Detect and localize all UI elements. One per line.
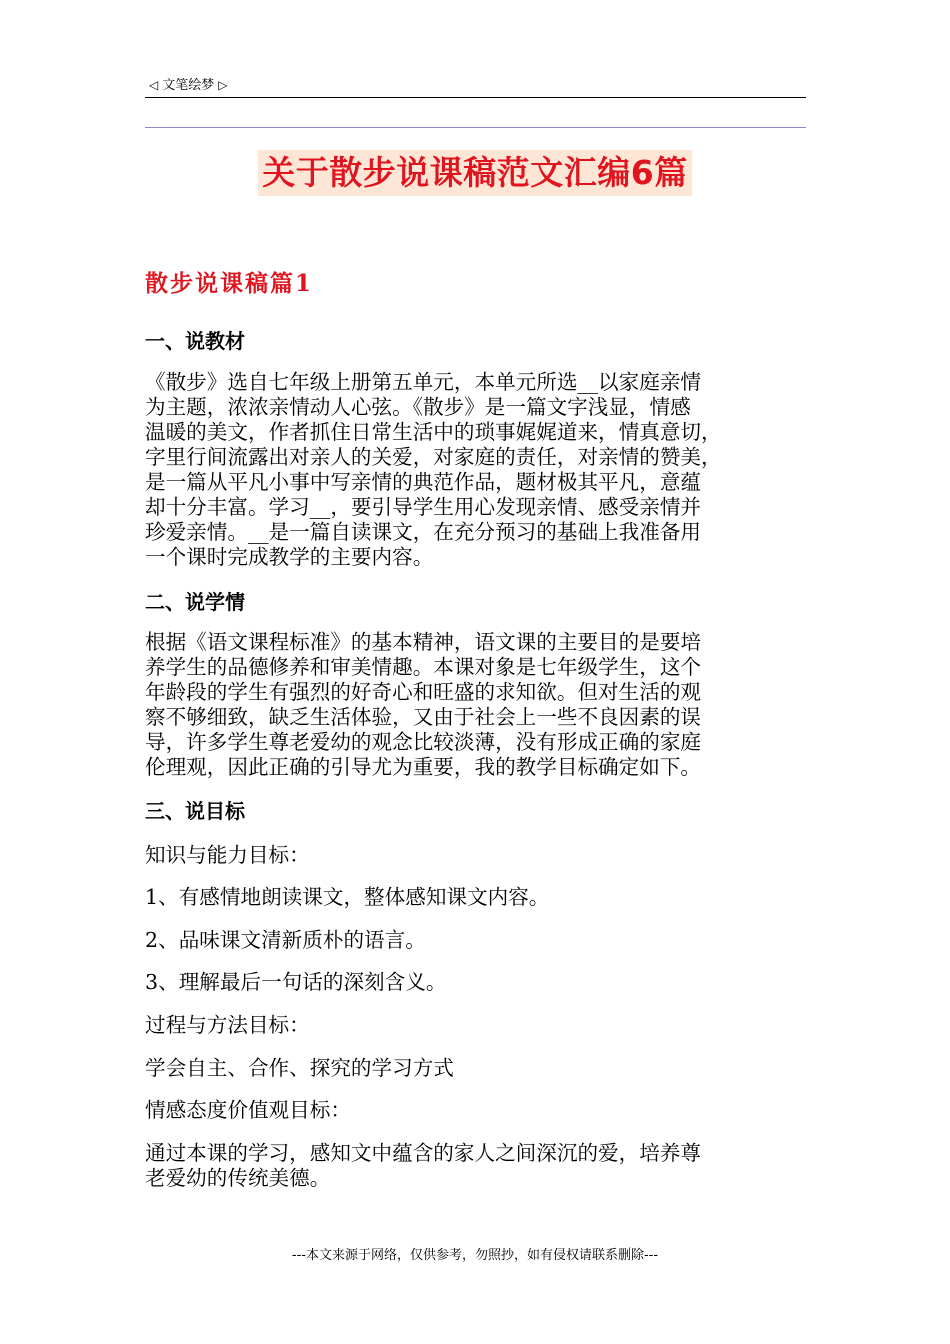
goal-emotion-label: 情感态度价值观目标： [145, 1098, 351, 1122]
goal-item-3: 3、理解最后一句话的深刻含义。 [145, 970, 447, 994]
text-line: 通过本课的学习，感知文中蕴含的家人之间深沉的爱，培养尊 [145, 1141, 702, 1165]
text-line: 为主题，浓浓亲情动人心弦。《散步》是一篇文字浅显，情感 [145, 395, 691, 419]
goal-item-2: 2、品味课文清新质朴的语言。 [145, 928, 426, 952]
text-line: 导，许多学生尊老爱幼的观念比较淡薄，没有形成正确的家庭 [145, 730, 702, 754]
text-line: 却十分丰富。学习__，要引导学生用心发现亲情、感受亲情并 [145, 495, 702, 519]
text-line: 字里行间流露出对亲人的关爱，对家庭的责任，对亲情的赞美， [145, 445, 722, 469]
text-line: 老爱幼的传统美德。 [145, 1166, 331, 1190]
brand-name: 文笔绘梦 [162, 78, 215, 93]
paragraph-teaching-material [145, 370, 808, 570]
document-title: 关于散步说课稿范文汇编6篇 [258, 150, 691, 196]
heading-student-analysis: 二、说学情 [145, 590, 245, 614]
goal-process-label: 过程与方法目标： [145, 1013, 310, 1037]
text-line: 察不够细致，缺乏生活体验，又由于社会上一些不良因素的误 [145, 705, 702, 729]
text-line: 珍爱亲情。__是一篇自读课文，在充分预习的基础上我准备用 [145, 520, 702, 544]
heading-teaching-material: 一、说教材 [145, 329, 245, 353]
page-header [145, 72, 806, 98]
section-title: 散步说课稿篇1 [145, 270, 314, 297]
header-divider [145, 97, 806, 98]
text-line: 养学生的品德修养和审美情趣。本课对象是七年级学生，这个 [145, 655, 702, 679]
text-line: 伦理观，因此正确的引导尤为重要，我的教学目标确定如下。 [145, 755, 702, 779]
text-line: 根据《语文课程标准》的基本精神，语文课的主要目的是要培 [145, 630, 702, 654]
text-line: 一个课时完成教学的主要内容。 [145, 545, 434, 569]
heading-goals: 三、说目标 [145, 799, 245, 823]
goal-item-1: 1、有感情地朗读课文，整体感知课文内容。 [145, 885, 550, 909]
text-line: 温暖的美文，作者抓住日常生活中的琐事娓娓道来，情真意切， [145, 420, 722, 444]
footer-disclaimer: ---本文来源于网络，仅供参考，勿照抄，如有侵权请联系删除--- [291, 1248, 659, 1263]
title-divider [145, 127, 806, 128]
paragraph-student-analysis [145, 630, 808, 780]
right-triangle-icon: ▷ [218, 78, 228, 92]
left-triangle-icon: ◁ [149, 78, 159, 92]
goal-process-text: 学会自主、合作、探究的学习方式 [145, 1056, 454, 1080]
header-brand [145, 77, 231, 94]
goal-knowledge-label: 知识与能力目标： [145, 843, 310, 867]
text-line: 年龄段的学生有强烈的好奇心和旺盛的求知欲。但对生活的观 [145, 680, 702, 704]
text-line: 《散步》选自七年级上册第五单元，本单元所选__以家庭亲情 [145, 370, 702, 394]
goal-emotion-text [145, 1141, 808, 1191]
text-line: 是一篇从平凡小事中写亲情的典范作品，题材极其平凡，意蕴 [145, 470, 702, 494]
title-container [0, 150, 950, 196]
